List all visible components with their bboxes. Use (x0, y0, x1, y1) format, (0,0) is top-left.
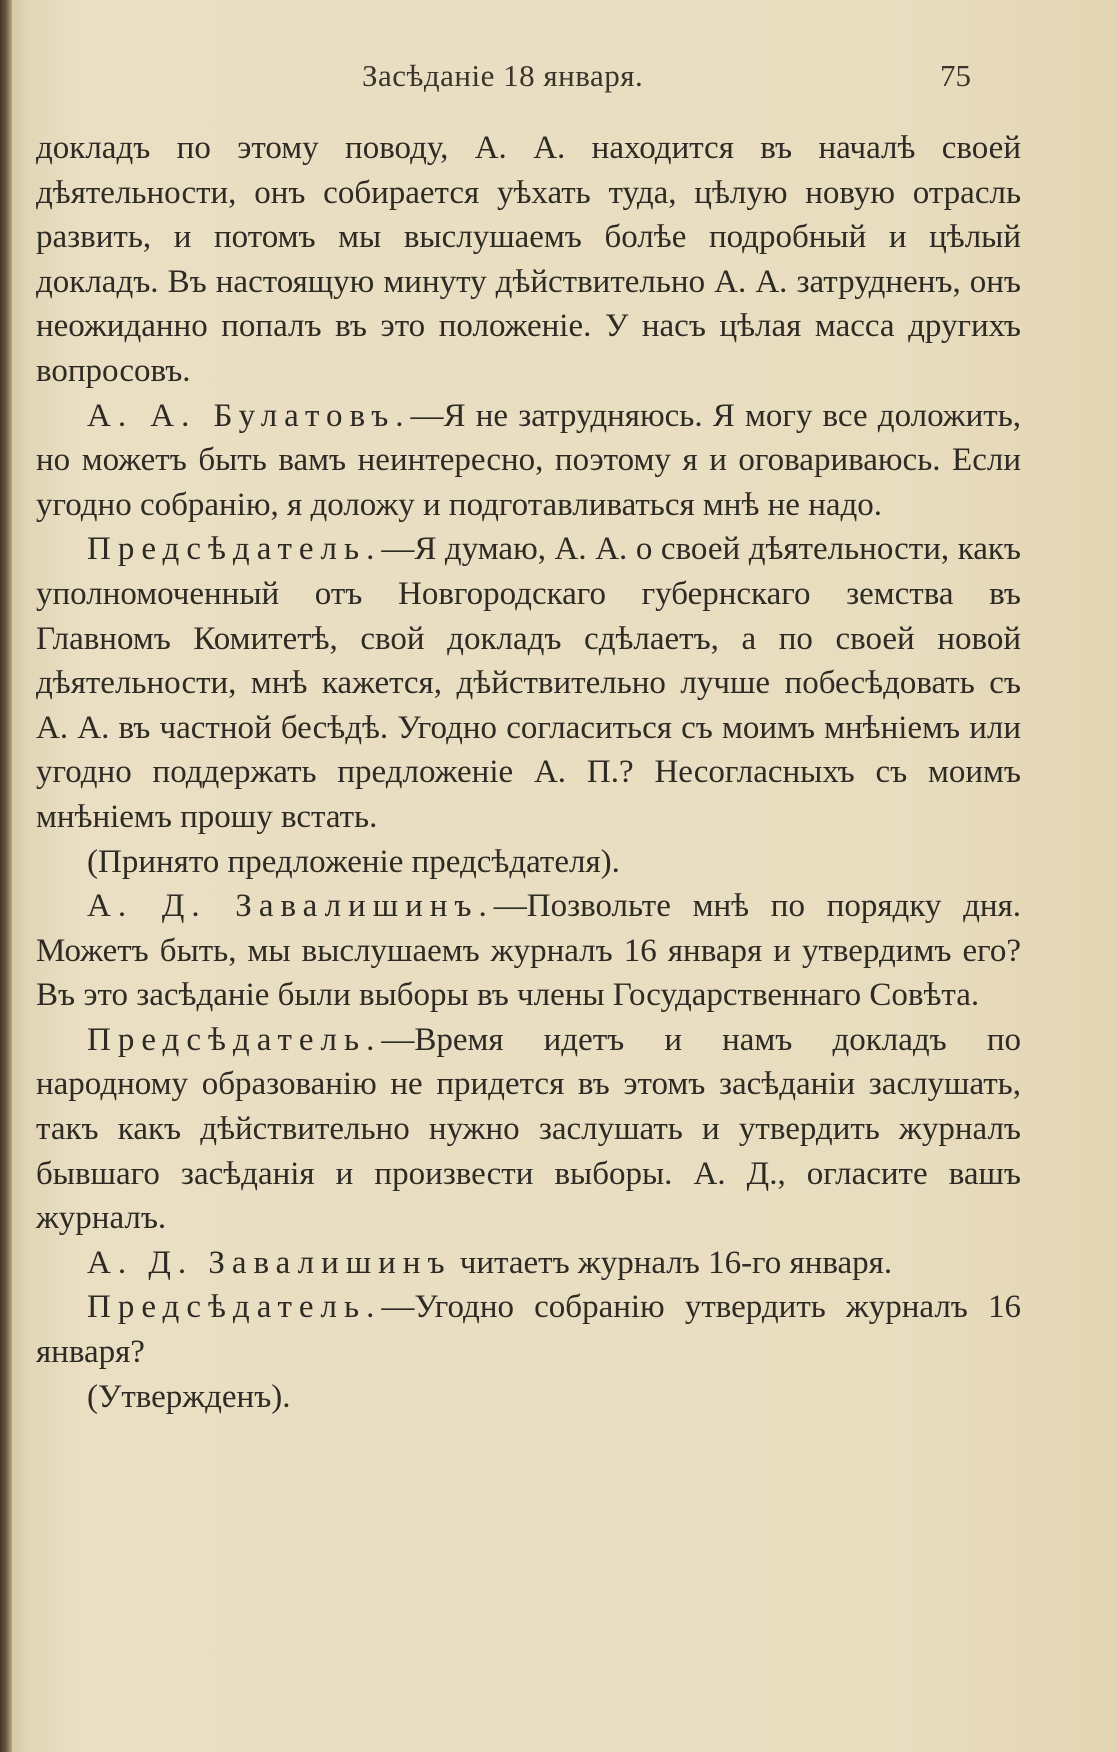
speaker-name: А. А. Булатовъ. (87, 397, 411, 434)
paragraph-text: (Утвержденъ). (87, 1378, 291, 1415)
paragraph-text: —Позвольте мнѣ по порядку дня. Можетъ быть, мы выслушаемъ журналъ 16 января и утвердимъ его? Въ это засѣданіе были выборы въ члены Государственнаго Совѣта. (36, 888, 1021, 1014)
paragraph-resolution (36, 840, 1021, 885)
paragraph-text: читаетъ журналъ 16-го января. (451, 1244, 893, 1281)
paragraph-chairman-2 (36, 1018, 1021, 1241)
paragraph-chairman-3 (36, 1285, 1021, 1374)
paragraph-text: —Я не затрудняюсь. Я могу все доложить, но можетъ быть вамъ неинтересно, поэтому я и оговариваюсь. Если угодно собранію, я доложу и подготавливаться мнѣ не надо. (36, 397, 1021, 523)
paragraph-text: —Я думаю, А. А. о своей дѣятельности, какъ уполномоченный отъ Новгородскаго губернскаго земства въ Главномъ Комитетѣ, свой докладъ сдѣлаетъ, а по своей новой дѣятельности, мнѣ кажется, дѣйствительно лучше побесѣдовать съ А. А. въ частной бесѣдѣ. Угодно согласиться съ моимъ мнѣніемъ или угодно поддержать предложеніе А. П.? Несогласныхъ съ моимъ мнѣніемъ прошу встать. (36, 531, 1021, 835)
running-head (0, 58, 1117, 98)
paragraph-text: (Принято предложеніе предсѣдателя). (87, 843, 620, 880)
speaker-name: А. Д. Завалишинъ. (87, 888, 494, 925)
page-number: 75 (940, 58, 971, 93)
paragraph-zavalishin-1 (36, 884, 1021, 1018)
speaker-name: Предсѣдатель. (87, 1289, 382, 1326)
speaker-name: Предсѣдатель. (87, 1021, 382, 1058)
paragraph-text: докладъ по этому поводу, А. А. находится въ началѣ своей дѣятельности, онъ собирается уѣхать туда, цѣлую новую отрасль развить, и потомъ мы выслушаемъ болѣе подробный и цѣлый докладъ. Въ настоящую минуту дѣйствительно А. А. затрудненъ, онъ неожиданно попалъ въ это положеніе. У насъ цѣлая масса другихъ вопросовъ. (36, 130, 1021, 389)
page-body (36, 126, 1021, 1419)
speaker-name: А. Д. Завалишинъ (87, 1244, 452, 1281)
book-binding-edge (0, 0, 12, 1752)
paragraph-text: —Время идетъ и намъ докладъ по народному образованію не придется въ этомъ засѣданіи заслушать, такъ какъ дѣйствительно нужно заслушать и утвердить журналъ бывшаго засѣданія и произвести выборы. А. Д., огласите вашъ журналъ. (36, 1021, 1021, 1237)
paragraph-bulatov (36, 394, 1021, 528)
speaker-name: Предсѣдатель. (87, 531, 382, 568)
paragraph-approved (36, 1375, 1021, 1420)
paragraph-chairman-1 (36, 527, 1021, 839)
paragraph-zavalishin-2 (36, 1241, 1021, 1286)
paragraph-text: —Угодно собранію утвердить журналъ 16 января? (36, 1289, 1021, 1371)
paragraph-continuation (36, 126, 1021, 394)
running-title: Засѣданіе 18 января. (362, 58, 644, 93)
